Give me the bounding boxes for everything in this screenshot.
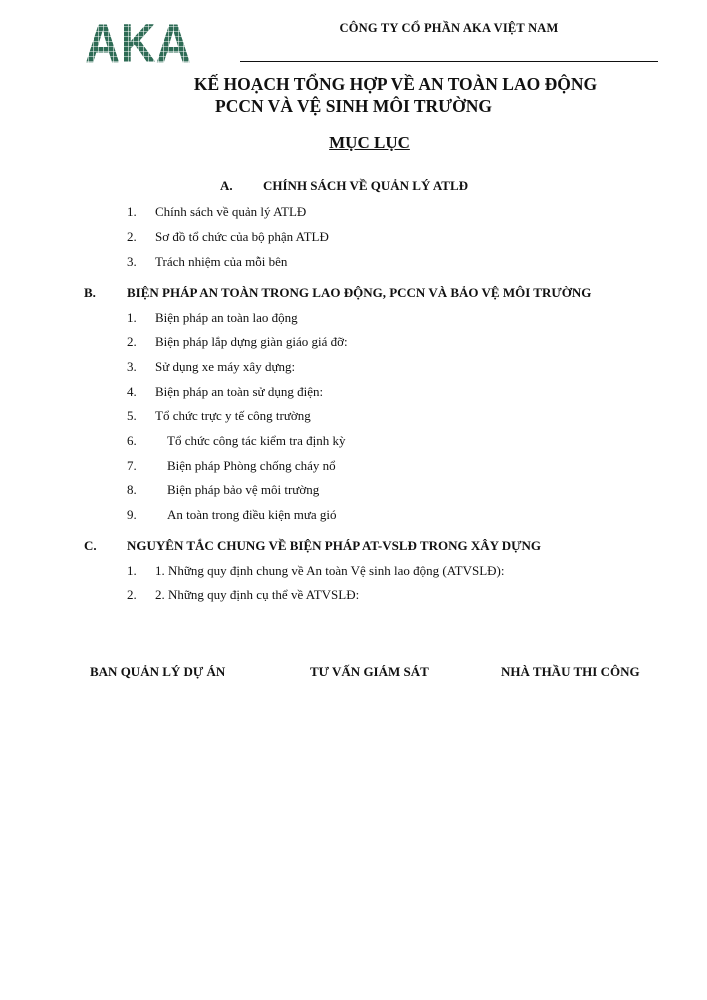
toc-item-number: 5.	[127, 408, 137, 423]
toc-item-number: 6.	[127, 433, 137, 448]
toc-item-label: 2. Những quy định cụ thể về ATVSLĐ:	[155, 587, 360, 602]
signature-project-management: BAN QUẢN LÝ DỰ ÁN	[90, 664, 226, 679]
section-title: BIỆN PHÁP AN TOÀN TRONG LAO ĐỘNG, PCCN VÀ BẢO VỆ MÔI TRƯỜNG	[127, 285, 592, 300]
toc-item-label: Biện pháp an toàn sử dụng điện:	[155, 384, 324, 399]
toc-heading: MỤC LỤC	[329, 133, 410, 152]
document-title-line1: KẾ HOẠCH TỔNG HỢP VỀ AN TOÀN LAO ĐỘNG	[193, 74, 598, 94]
toc-item-label: Chính sách về quản lý ATLĐ	[155, 204, 307, 219]
toc-item-label: An toàn trong điều kiện mưa gió	[167, 507, 337, 522]
section-letter: A.	[220, 178, 233, 193]
toc-item-number: 7.	[127, 458, 137, 473]
toc-item-number: 3.	[127, 359, 137, 374]
toc-item-number: 1.	[127, 204, 137, 219]
signature-contractor: NHÀ THẦU THI CÔNG	[501, 664, 640, 679]
toc-item-number: 2.	[127, 334, 137, 349]
header-divider	[240, 61, 658, 62]
signature-supervision-consultant: TƯ VẤN GIÁM SÁT	[310, 664, 429, 679]
toc-item-label: Biện pháp bảo vệ môi trường	[167, 482, 320, 497]
toc-item-label: Sơ đồ tổ chức của bộ phận ATLĐ	[155, 229, 329, 244]
toc-item-number: 4.	[127, 384, 137, 399]
toc-item-label: Biện pháp Phòng chống cháy nổ	[167, 458, 336, 473]
toc-item-number: 2.	[127, 587, 137, 602]
section-letter: C.	[84, 538, 97, 553]
company-logo	[84, 12, 192, 74]
toc-item-number: 9.	[127, 507, 137, 522]
toc-item-label: Biện pháp an toàn lao động	[155, 310, 298, 325]
toc-item-number: 8.	[127, 482, 137, 497]
toc-item-label: Tổ chức trực y tế công trường	[155, 408, 311, 423]
document-title-line2: PCCN VÀ VỆ SINH MÔI TRƯỜNG	[215, 96, 492, 116]
toc-item-number: 3.	[127, 254, 137, 269]
toc-item-label: Tổ chức công tác kiểm tra định kỳ	[167, 433, 346, 448]
toc-item-number: 1.	[127, 563, 137, 578]
svg-text:AKA: AKA	[85, 12, 191, 74]
toc-item-number: 1.	[127, 310, 137, 325]
section-title: NGUYÊN TẮC CHUNG VỀ BIỆN PHÁP AT-VSLĐ TRONG XÂY DỰNG	[127, 538, 542, 553]
toc-item-number: 2.	[127, 229, 137, 244]
toc-item-label: 1. Những quy định chung về An toàn Vệ sinh lao động (ATVSLĐ):	[155, 563, 505, 578]
toc-item-label: Sử dụng xe máy xây dựng:	[155, 359, 296, 374]
section-title: CHÍNH SÁCH VỀ QUẢN LÝ ATLĐ	[263, 178, 469, 193]
toc-item-label: Trách nhiệm của mỗi bên	[155, 254, 288, 269]
section-letter: B.	[84, 285, 96, 300]
toc-item-label: Biện pháp lắp dựng giàn giáo giá đỡ:	[155, 334, 348, 349]
company-name: CÔNG TY CỔ PHẦN AKA VIỆT NAM	[339, 21, 559, 35]
